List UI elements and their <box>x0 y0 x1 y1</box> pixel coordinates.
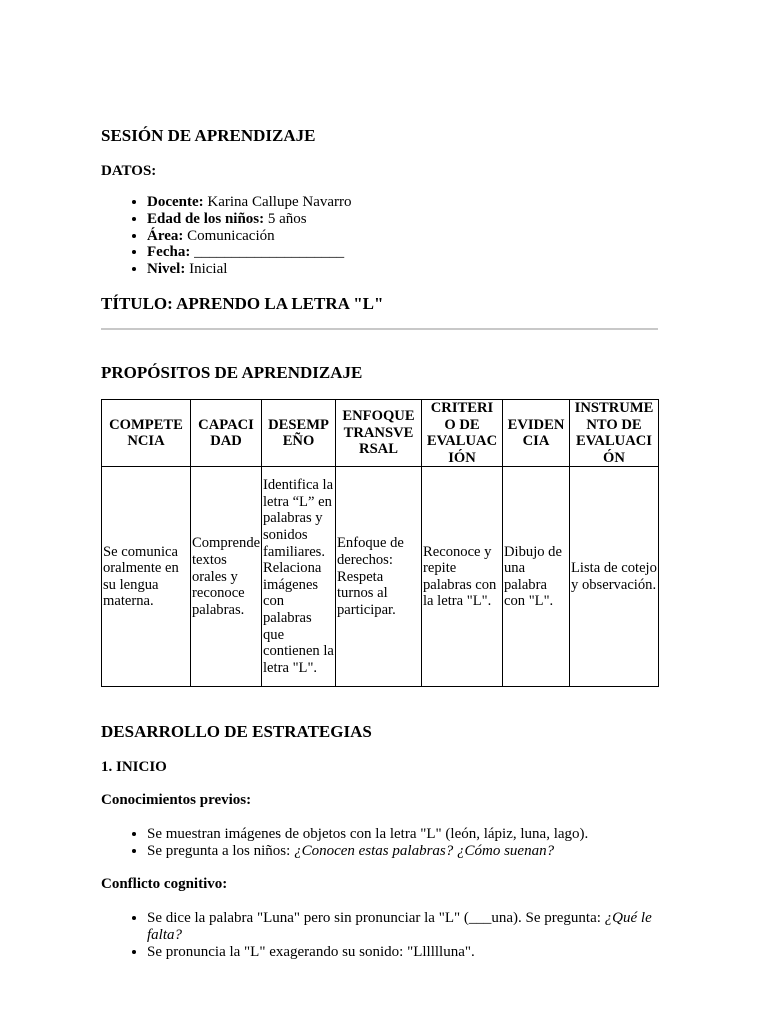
datos-label: Docente: <box>147 194 204 210</box>
cell-enfoque: Enfoque de derechos: Respeta turnos al participar. <box>336 467 422 687</box>
table-row <box>102 467 659 687</box>
datos-label: Edad de los niños: <box>147 210 265 227</box>
datos-value: Karina Callupe Navarro <box>203 194 352 210</box>
conflicto-title: Conflicto cognitivo: <box>101 876 228 893</box>
inicio-heading: 1. INICIO <box>101 759 167 776</box>
list-item: • Se pronuncia la "L" exagerando su sonido: "Lllllluna". <box>147 944 658 961</box>
conocimientos-heading <box>101 792 658 809</box>
session-title: SESIÓN DE APRENDIZAJE <box>101 126 316 145</box>
propositos-heading: PROPÓSITOS DE APRENDIZAJE <box>101 362 363 382</box>
cell-desempeno: Identifica la letra “L” en palabras y sonidos familiares. Relaciona imágenes con palabras que contienen la letra "L". <box>262 467 336 687</box>
col-header-desempeno: DESEMP EÑO <box>262 399 336 466</box>
conocimientos-title: Conocimientos previos: <box>101 792 252 809</box>
list-item: • Se dice la palabra "Luna" pero sin pronunciar la "L" (___una). Se pregunta: ¿Qué le falta? <box>147 910 658 944</box>
cell-instrumento: Lista de cotejo y observación. <box>570 467 659 687</box>
datos-label: Nivel: <box>147 261 186 278</box>
conocimientos-list <box>101 826 658 860</box>
lesson-title: TÍTULO: APRENDO LA LETRA "L" <box>101 293 384 313</box>
datos-value: 5 años <box>264 210 307 227</box>
list-item: • Se pregunta a los niños: ¿Conocen estas palabras? ¿Cómo suenan? <box>147 843 658 860</box>
document-page <box>101 126 658 961</box>
datos-item-edad <box>147 211 658 228</box>
col-header-evidencia: EVIDEN CIA <box>503 399 570 466</box>
datos-value: Comunicación <box>183 227 275 244</box>
cell-competencia: Se comunica oralmente en su lengua materna. <box>102 467 191 687</box>
col-header-instrumento: INSTRUME NTO DE EVALUACI ÓN <box>570 399 659 466</box>
table-header-row <box>102 399 659 466</box>
desarrollo-section <box>101 722 658 961</box>
col-header-competencia: COMPETE NCIA <box>102 399 191 466</box>
datos-item-area <box>147 228 658 245</box>
cell-capacidad: Comprende textos orales y reconoce palabras. <box>191 467 262 687</box>
horizontal-divider <box>101 328 658 330</box>
list-item: • Se muestran imágenes de objetos con la letra "L" (león, lápiz, luna, lago). <box>147 826 658 843</box>
datos-item-fecha <box>147 244 658 261</box>
cell-evidencia: Dibujo de una palabra con "L". <box>503 467 570 687</box>
col-header-enfoque: ENFOQUE TRANSVE RSAL <box>336 399 422 466</box>
datos-heading: DATOS: <box>101 163 157 179</box>
conflicto-list <box>101 910 658 961</box>
conflicto-heading <box>101 876 658 893</box>
desarrollo-heading: DESARROLLO DE ESTRATEGIAS <box>101 722 372 742</box>
cell-criterio: Reconoce y repite palabras con la letra "L". <box>422 467 503 687</box>
col-header-capacidad: CAPACI DAD <box>191 399 262 466</box>
propositos-table <box>101 399 659 687</box>
datos-label: Área: <box>147 227 184 244</box>
datos-item-docente <box>147 194 658 211</box>
col-header-criterio: CRITERI O DE EVALUAC IÓN <box>422 399 503 466</box>
datos-value: Inicial <box>185 261 228 278</box>
datos-list <box>101 194 658 278</box>
datos-value: ____________________ <box>190 244 345 261</box>
datos-label: Fecha: <box>147 244 191 261</box>
datos-item-nivel <box>147 261 658 278</box>
